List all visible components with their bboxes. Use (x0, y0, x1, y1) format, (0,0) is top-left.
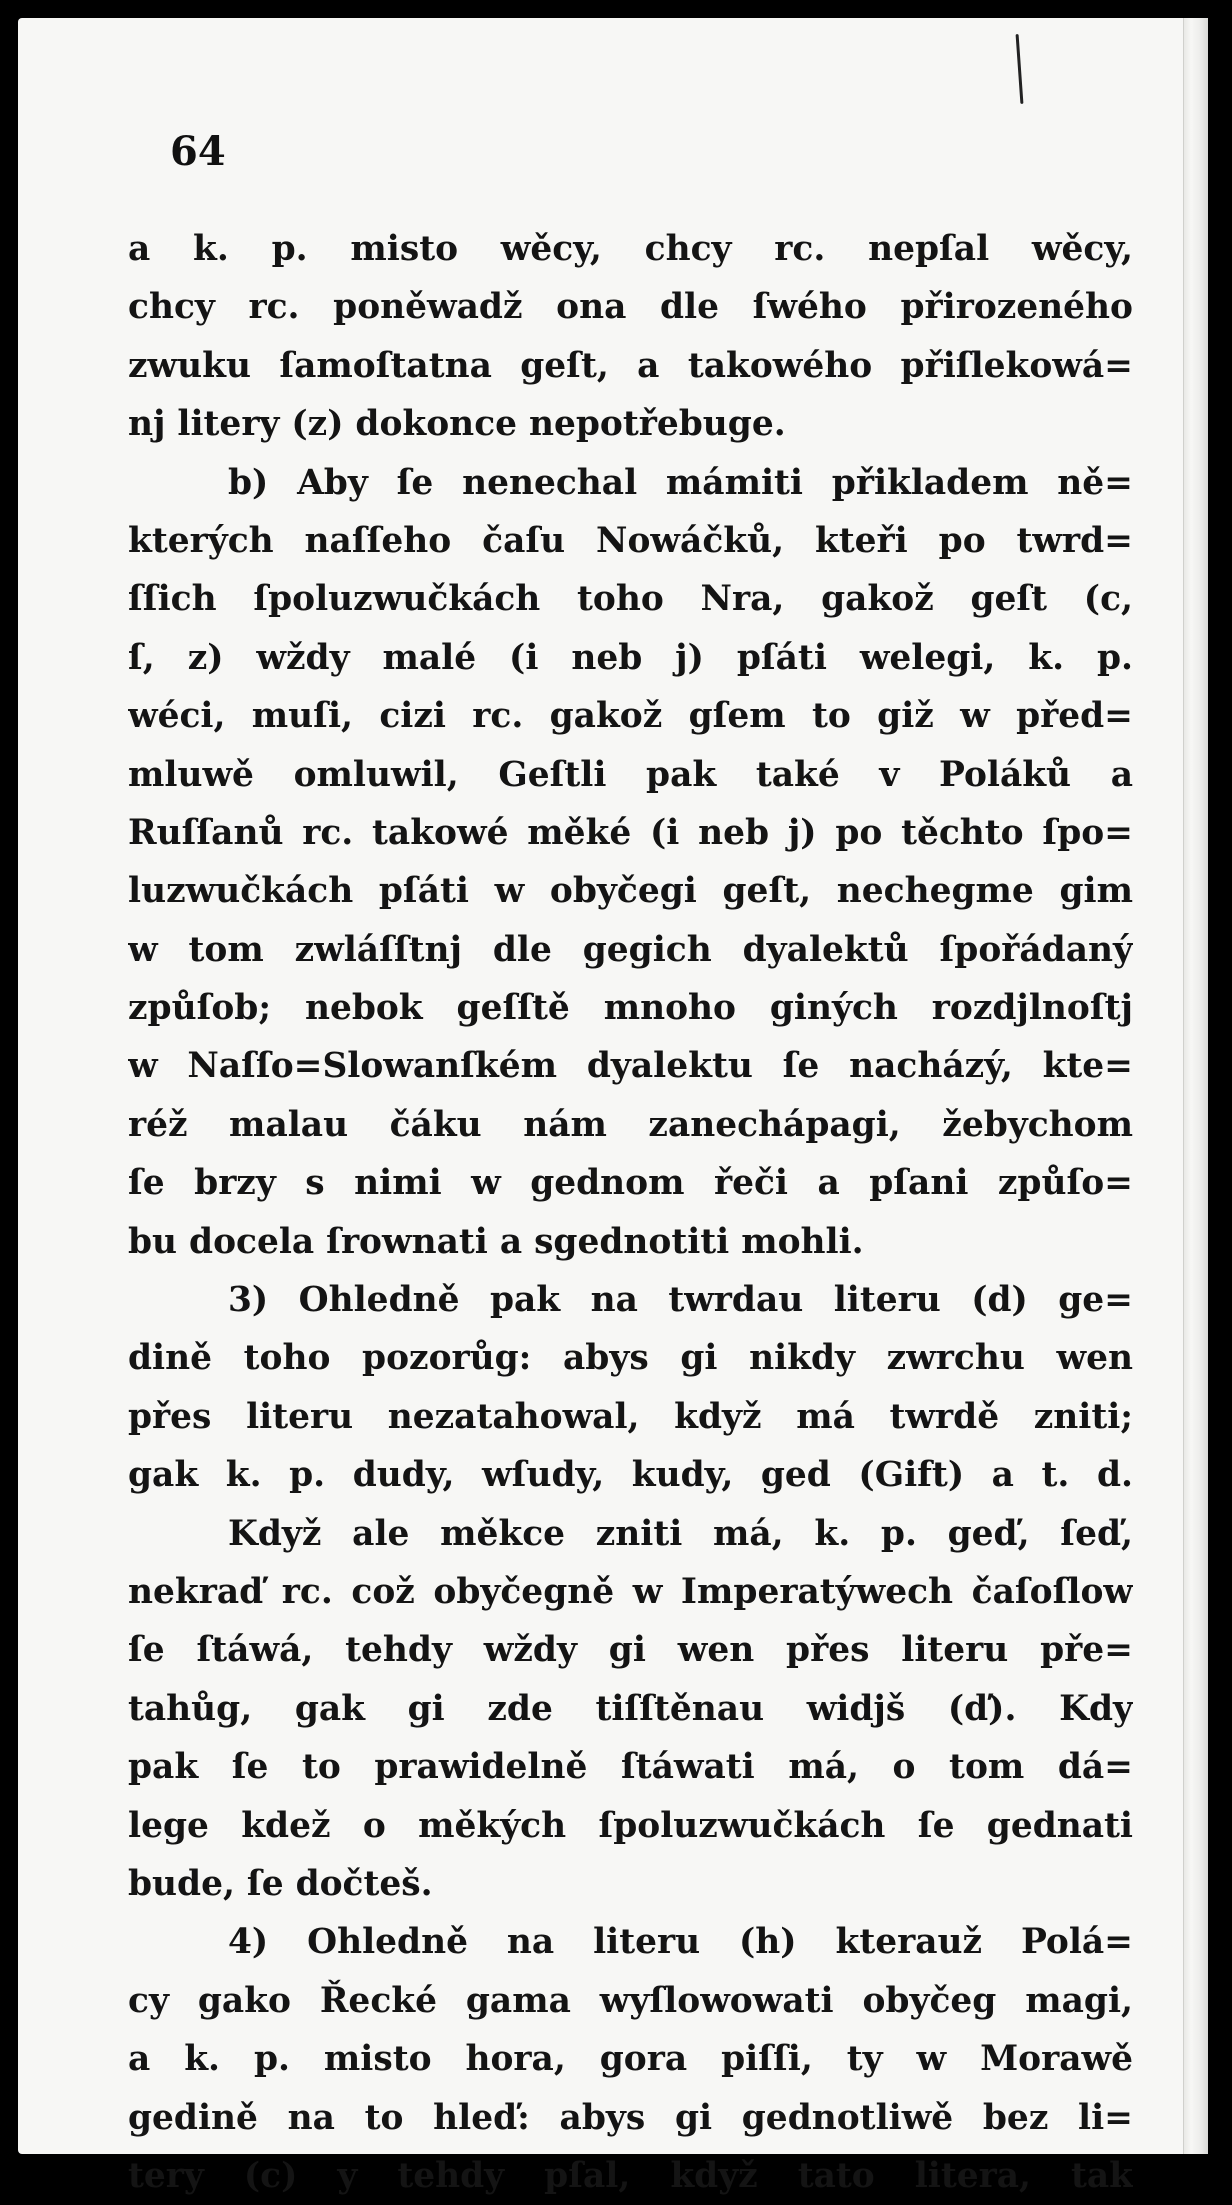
text-line: ſſich ſpoluzwučkách toho Nra, gakož geſt (c, (128, 579, 1133, 620)
scan-mark (1016, 34, 1024, 104)
text-line: lege kdež o měkých ſpoluzwučkách ſe gednati (128, 1805, 1133, 1846)
text-line: gedině na to hleď: abys gi gednotliwě bez li= (128, 2097, 1133, 2138)
text-line: a k. p. misto wěcy, chcy rc. nepſal wěcy, (128, 229, 1133, 269)
text-line: wéci, muſi, cizi rc. gakož gſem to giž w před= (128, 696, 1133, 737)
text-line: nj litery (z) dokonce nepotřebuge. (128, 404, 786, 445)
text-line: chcy rc. poněwadž ona dle ſwého přirozeného (128, 287, 1133, 328)
text-line: tery (c) y tehdy pſal, když tato litera, tak (128, 2155, 1133, 2196)
text-line: 3) Ohledně pak na twrdau literu (d) ge= (228, 1280, 1133, 1321)
text-line: ſ, z) wždy malé (i neb j) pſáti welegi, k. p. (128, 637, 1133, 678)
text-line: w Naſſo=Slowanſkém dyalektu ſe nacházý, kte= (128, 1046, 1133, 1087)
text-line: réž malau čáku nám zanechápagi, žebychom (128, 1104, 1133, 1145)
text-line: Ruſſanů rc. takowé měké (i neb j) po těchto ſpo= (128, 812, 1133, 853)
text-line: dině toho pozorůg: abys gi nikdy zwrchu wen (128, 1338, 1133, 1379)
text-line: 4) Ohledně na literu (h) kterauž Polá= (228, 1922, 1133, 1963)
text-line: mluwě omluwil, Geſtli pak také v Poláků a (128, 754, 1133, 795)
text-line: kterých naſſeho čaſu Nowáčků, kteři po twrd= (128, 520, 1133, 561)
text-line: nekraď rc. což obyčegně w Imperatýwech čaſoſlow (128, 1571, 1133, 1612)
page-edge (1183, 18, 1208, 2154)
text-line: bu docela ſrownati a sgednotiti mohli. (128, 1221, 864, 1262)
text-line: přes literu nezatahowal, když má twrdě zniti; (128, 1396, 1133, 1437)
text-line: gak k. p. dudy, wſudy, kudy, ged (Gift) a t. d. (128, 1455, 1133, 1496)
body-text (128, 220, 1133, 2205)
text-line: ſe ſtáwá, tehdy wždy gi wen přes literu pře= (128, 1630, 1133, 1671)
text-line: w tom zwláſſtnj dle gegich dyalektů ſpořádaný (128, 929, 1133, 970)
text-line: bude, ſe dočteš. (128, 1863, 433, 1904)
page-number: 64 (170, 128, 226, 175)
text-line: tahůg, gak gi zde tiſſtěnau widjš (ď). Kdy (128, 1688, 1133, 1729)
text-line: luzwučkách pſáti w obyčegi geſt, nechegme gim (128, 871, 1133, 912)
text-line: b) Aby ſe nenechal mámiti přikladem ně= (228, 462, 1133, 503)
text-line: pak ſe to prawidelně ſtáwati má, o tom dá= (128, 1747, 1133, 1788)
text-line: a k. p. misto hora, gora piſſi, ty w Morawě (128, 2039, 1133, 2080)
text-line: způſob; nebok geſſtě mnoho giných rozdjlnoſtj (128, 988, 1133, 1029)
text-line: ſe brzy s nimi w gednom řeči a pſani způſo= (128, 1163, 1133, 1204)
text-line: zwuku ſamoſtatna geſt, a takowého přiſlekowá= (128, 345, 1133, 386)
text-line: cy gako Řecké gama wyſlowowati obyčeg magi, (128, 1980, 1133, 2021)
text-line: Když ale měkce zniti má, k. p. geď, ſeď, (228, 1513, 1133, 1554)
